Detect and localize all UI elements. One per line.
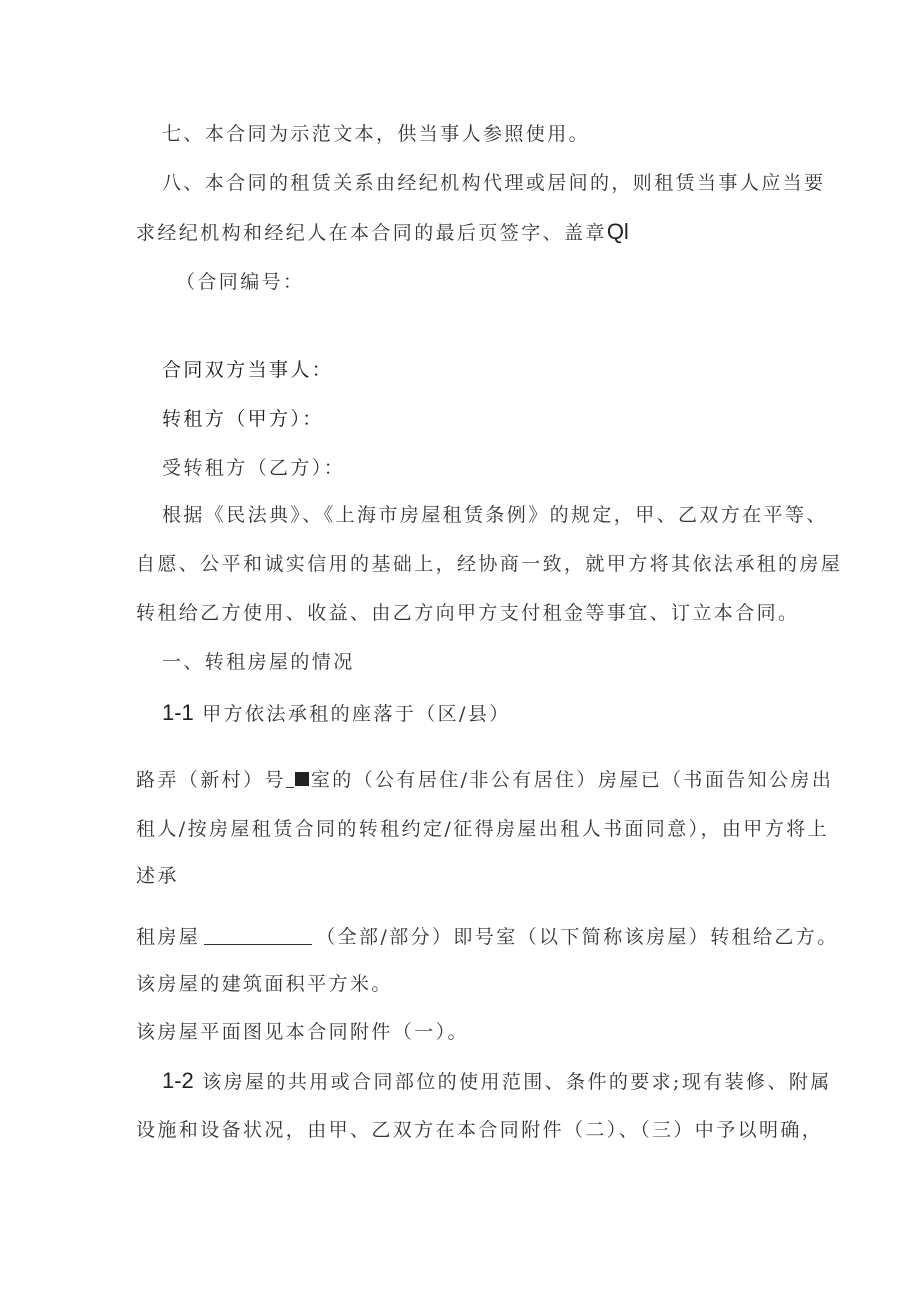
basis-line-3: 转租给乙方使用、收益、由乙方向甲方支付租金等事宜、订立本合同。 [136,602,800,624]
parties-heading: 合同双方当事人： [162,359,334,381]
clause-7: 七、本合同为示范文本，供当事人参照使用。 [162,123,591,145]
clause-1-1-number: 1-1 [162,700,194,725]
clause-8-line-1: 八、本合同的租赁关系由经纪机构代理或居间的，则租赁当事人应当要 [162,172,826,194]
rent-house-text-b: （全部/部分）即号室（以下简称该房屋）转租给乙方。 [316,926,839,948]
clause-1-2-text: 该房屋的共用或合同部位的使用范围、条件的要求;现有装修、附属 [202,1071,832,1093]
clause-1-1-line-2 [136,768,833,792]
clause-1-1-line-3: 租人/按房屋租赁合同的转租约定/征得房屋出租人书面同意），由甲方将上 [136,818,829,840]
party-b-label: 受转租方（乙方）： [162,457,346,479]
address-text-a: 路弄（新村）号 [136,769,286,791]
clause-1-2-number: 1-2 [162,1068,194,1093]
filled-square-mark [295,772,309,786]
clause-1-2 [162,1069,832,1094]
scope-blank [204,926,312,945]
clause-8-line-2-text: 求经纪机构和经纪人在本合同的最后页签字、盖章 [136,222,607,244]
contract-number-label: （合同编号： [176,271,305,293]
basis-line-1: 根据《民法典》、《上海市房屋租赁条例》的规定，甲、乙双方在平等、 [162,504,828,526]
clause-1-2-line-2: 设施和设备状况，由甲、乙双方在本合同附件（二）、（三）中予以明确， [136,1119,824,1141]
clause-1-1-line-5 [136,925,839,949]
section-1-title: 一、转租房屋的情况 [162,651,355,673]
party-a-label: 转租方（甲方）： [162,408,324,430]
clause-1-1-text: 甲方依法承租的座落于（区/县） [202,703,511,725]
clause-1-1-line-4: 述承 [136,865,179,887]
clause-8-tail: Ql [606,219,629,244]
basis-line-2: 自愿、公平和诚实信用的基础上，经协商一致，就甲方将其依法承租的房屋 [136,553,843,575]
address-text-b: 室的（公有居住/非公有居住）房屋已（书面告知公房出 [310,769,834,791]
address-blank [286,769,294,788]
clause-1-1 [162,701,511,726]
clause-1-1-floorplan: 该房屋平面图见本合同附件（一）。 [136,1021,469,1043]
clause-8-line-2 [136,220,629,245]
clause-1-1-area: 该房屋的建筑面积平方米。 [136,973,393,995]
rent-house-text-a: 租房屋 [136,926,201,948]
